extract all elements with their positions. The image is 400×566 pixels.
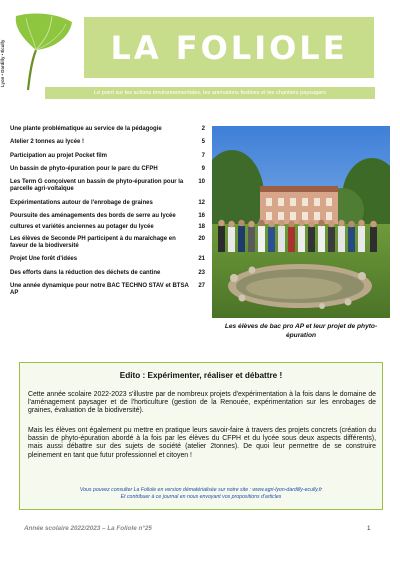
- toc-entry[interactable]: [10, 200, 205, 207]
- toc-entry-title: Atelier 2 tonnes au lycée !: [10, 139, 85, 146]
- toc-entry[interactable]: [10, 153, 205, 160]
- title-banner: [84, 17, 374, 78]
- editorial-title: Edito : Expérimenter, réaliser et débattre !: [119, 371, 283, 380]
- table-of-contents: [10, 126, 205, 303]
- toc-entry[interactable]: [10, 126, 205, 133]
- toc-entry-page: 10: [198, 179, 205, 186]
- editorial-paragraph-1: Cette année scolaire 2022-2023 s'illustre par de nombreux projets d'expérimentation à la fois dans le domaine de l'aménagement paysager et de l'horticulture (gestion de la Renouée, expérimentation sur les enrobages de graines, évaluation de la biodiversité).: [28, 391, 376, 415]
- logo-side-text: Lyon • Dardilly • Écully: [0, 39, 5, 87]
- toc-entry-title: Projet Une forêt d'idées: [10, 256, 78, 263]
- toc-entry[interactable]: [10, 236, 205, 251]
- toc-entry-title: Des efforts dans la réduction des déchets de cantine: [10, 269, 161, 276]
- toc-entry[interactable]: [10, 166, 205, 173]
- ginkgo-leaf-logo: [6, 10, 76, 95]
- contribute-note: Et contribuer à ce journal en nous envoyant vos propositions d'articles: [120, 494, 282, 500]
- toc-entry-page: 21: [198, 256, 205, 263]
- footer-issue: Année scolaire 2022/2023 – La Foliole n°25: [24, 525, 152, 532]
- toc-entry-page: 18: [198, 224, 205, 231]
- editorial-paragraph-2: Mais les élèves ont également pu mettre en pratique leurs savoir-faire à travers des projets concrets (création du bassin de phyto-épuration abordé à la fois par les élèves du CFPH et du lycée sous deux aspects différents), mais aussi débattre sur des sujets de société (atelier 2tonnes). De quoi leur permettre de se construire pleinement en tant que futur professionnel et citoyen !: [28, 427, 376, 459]
- toc-entry-title: Une plante problématique au service de la pédagogie: [10, 126, 162, 132]
- toc-entry-page: 23: [198, 269, 205, 276]
- subtitle-bar: Le point sur les actions environnementales, les animations festives et les chantiers paysagers: [45, 87, 375, 99]
- toc-entry-page: 20: [198, 235, 205, 242]
- toc-entry-title: Poursuite des aménagements des bords de serre au lycée: [10, 213, 176, 220]
- page-number: 1: [367, 525, 371, 532]
- toc-entry[interactable]: [10, 283, 205, 298]
- photo-caption: Les élèves de bac pro AP et leur projet de phyto-épuration: [224, 323, 378, 339]
- toc-entry-page: 12: [198, 199, 205, 206]
- toc-entry-title: cultures et variétés anciennes au potager du lycée: [10, 224, 154, 231]
- toc-entry[interactable]: [10, 179, 205, 194]
- editorial-box: [19, 362, 383, 510]
- class-photo: [212, 126, 390, 318]
- toc-entry-page: 5: [201, 139, 205, 146]
- toc-entry[interactable]: [10, 256, 205, 263]
- toc-entry[interactable]: [10, 139, 205, 146]
- toc-entry-page: 7: [201, 152, 205, 159]
- toc-entry-page: 9: [201, 165, 205, 172]
- website-link[interactable]: Vous pouvez consulter La Foliole en version dématérialisée sur notre site : www.agri-lyon-dardilly-ecully.fr: [79, 487, 323, 493]
- toc-entry-page: 2: [201, 126, 205, 132]
- toc-entry-title: Les Term G conçoivent un bassin de phyto-épuration pour la parcelle agri-voltaïque: [10, 179, 184, 193]
- toc-entry[interactable]: [10, 270, 205, 277]
- toc-entry[interactable]: [10, 224, 205, 231]
- toc-entry-title: Une année dynamique pour notre BAC TECHNO STAV et BTSA AP: [10, 282, 189, 297]
- toc-entry-title: Les élèves de Seconde PH participent à du maraîchage en faveur de la biodiversité: [10, 235, 176, 249]
- toc-entry[interactable]: [10, 213, 205, 220]
- toc-entry-page: 27: [198, 282, 205, 289]
- toc-entry-title: Un bassin de phyto-épuration pour le parc du CFPH: [10, 165, 158, 172]
- toc-entry-title: Participation au projet Pocket film: [10, 152, 108, 159]
- newsletter-title: LA FOLIOLE: [110, 28, 348, 67]
- toc-entry-page: 16: [198, 213, 205, 220]
- toc-entry-title: Expérimentations autour de l'enrobage de graines: [10, 199, 153, 206]
